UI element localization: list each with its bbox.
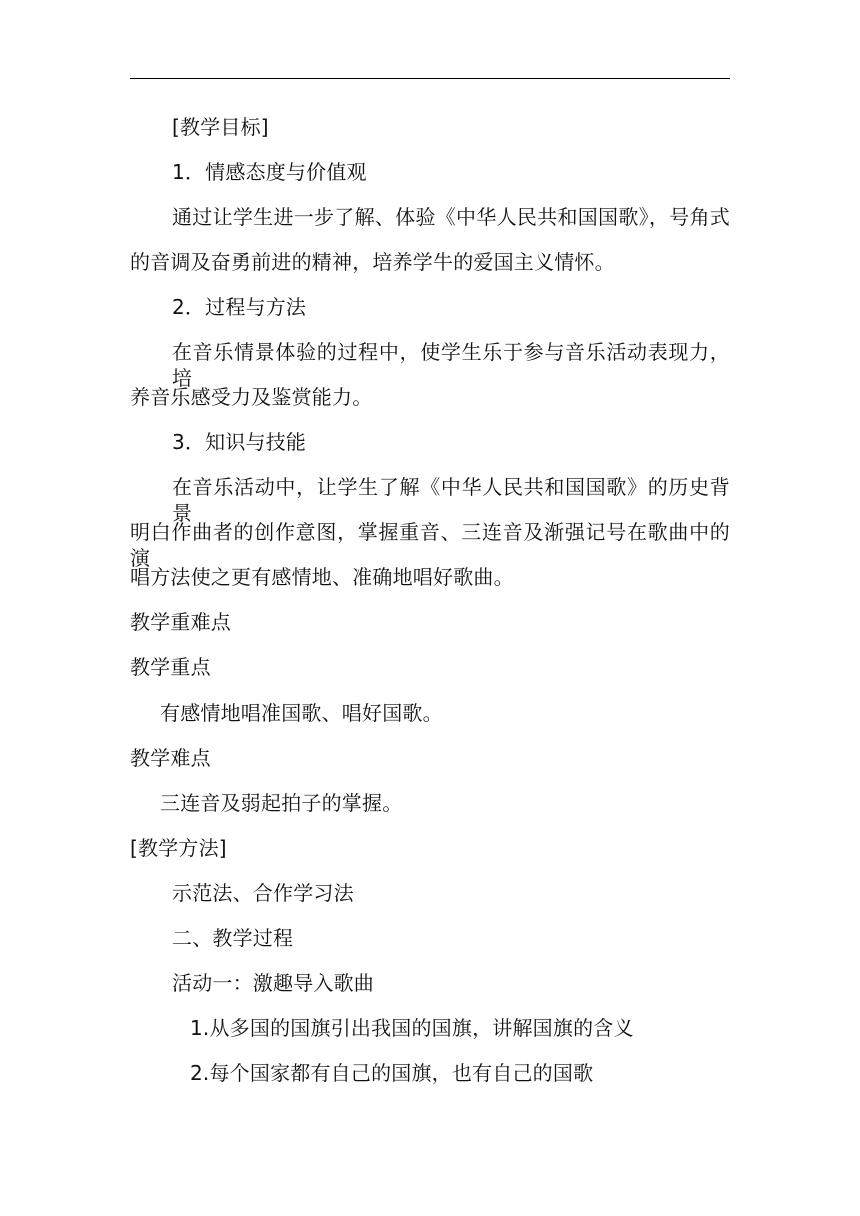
methods-heading: [教学方法]: [130, 836, 227, 860]
methods-text: 示范法、合作学习法: [172, 881, 354, 905]
activity1-title: 活动一：激趣导入歌曲: [172, 971, 374, 995]
process-heading: 二、教学过程: [172, 926, 294, 950]
item2-text-line1: 在音乐情景体验的过程中，使学生乐于参与音乐活动表现力，培: [172, 340, 730, 390]
item1-title: 1．情感态度与价值观: [172, 160, 367, 184]
key-difficult-heading: 教学重难点: [130, 610, 231, 634]
difficult-heading: 教学难点: [130, 746, 211, 770]
activity1-step1: 1.从多国的国旗引出我国的国旗，讲解国旗的含义: [190, 1016, 634, 1040]
item2-title: 2．过程与方法: [172, 295, 307, 319]
key-text: 有感情地唱准国歌、唱好国歌。: [160, 701, 443, 725]
objectives-heading: [教学目标]: [172, 115, 269, 139]
item2-text-line2: 养音乐感受力及鉴赏能力。: [130, 385, 373, 409]
key-heading: 教学重点: [130, 655, 211, 679]
item3-title: 3．知识与技能: [172, 430, 307, 454]
item3-text-line1: 在音乐活动中，让学生了解《中华人民共和国国歌》的历史背景: [172, 475, 730, 525]
activity1-step2: 2.每个国家都有自己的国旗，也有自己的国歌: [190, 1061, 594, 1085]
header-rule: [130, 78, 730, 79]
item3-text-line3: 唱方法使之更有感情地、准确地唱好歌曲。: [130, 565, 514, 589]
item1-text-line1: 通过让学生进一步了解、体验《中华人民共和国国歌》，号角式: [172, 205, 730, 229]
item3-text-line2: 明白作曲者的创作意图，掌握重音、三连音及渐强记号在歌曲中的演: [130, 520, 730, 570]
item1-text-line2: 的音调及奋勇前进的精神，培养学牛的爱国主义情怀。: [130, 250, 615, 274]
difficult-text: 三连音及弱起拍子的掌握。: [160, 791, 403, 815]
